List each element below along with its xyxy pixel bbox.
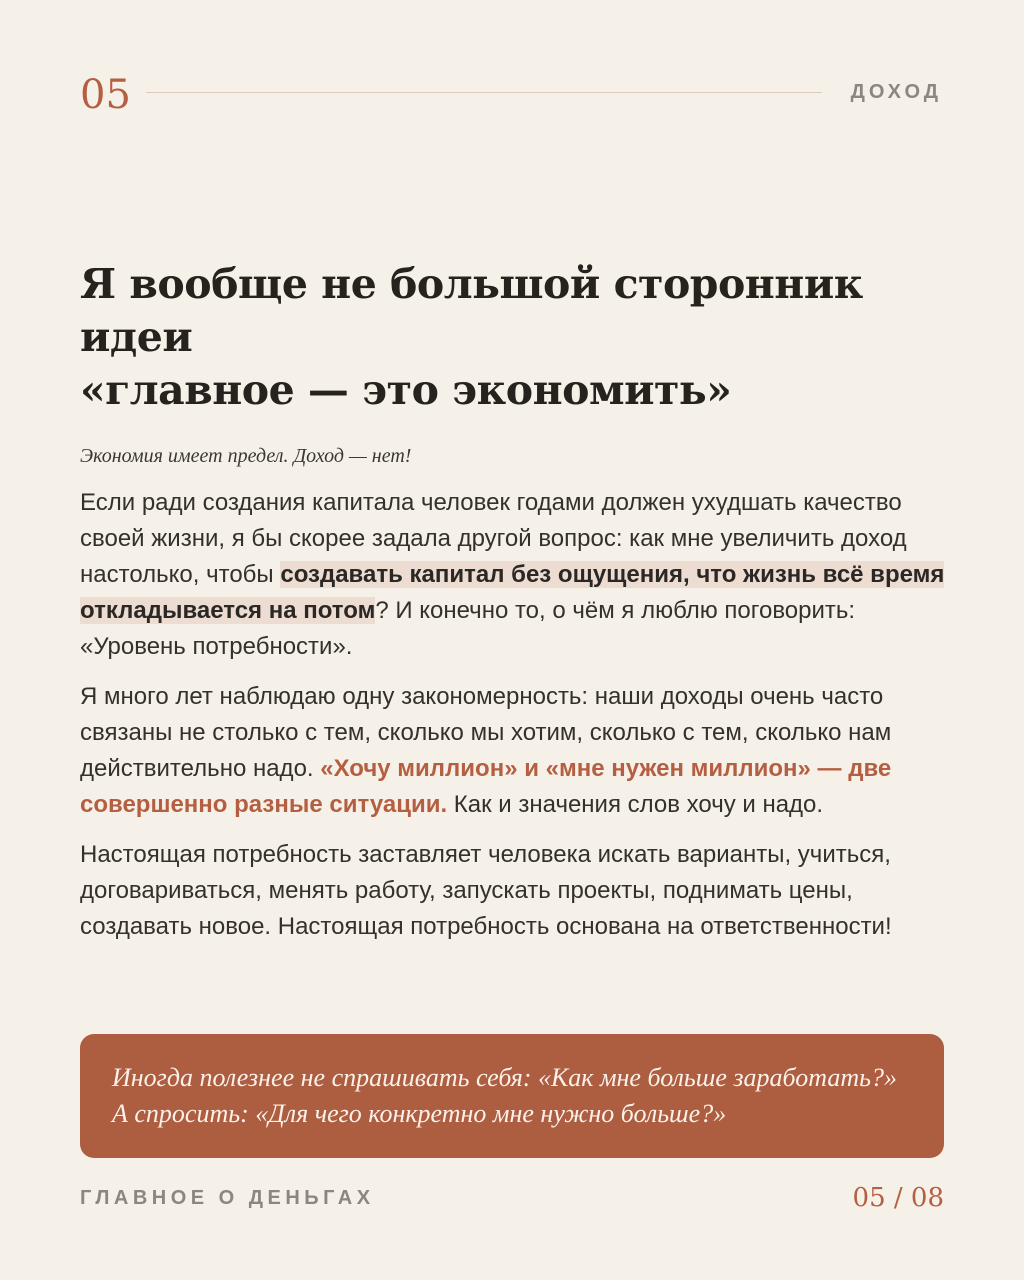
title-line-1: Я вообще не большой сторонник идеи [80, 260, 863, 361]
paragraph-2-accent: «Хочу миллион» и «мне нужен миллион» — две совершенно разные ситуации. [80, 755, 892, 818]
page-header [80, 70, 944, 120]
footer-pagination: 05 / 08 [852, 1183, 944, 1213]
quote-text: Иногда полезнее не спрашивать себя: «Как мне больше заработать?» А спросить: «Для чего конкретно мне нужно больше?» [112, 1063, 897, 1128]
subtitle: Экономия имеет предел. Доход — нет! [80, 445, 412, 467]
page-number: 05 [80, 72, 131, 118]
footer-brand: ГЛАВНОЕ О ДЕНЬГАХ [80, 1187, 375, 1209]
paragraph-2-tail: Как и значения слов хочу и надо. [447, 791, 824, 818]
page-title [80, 258, 946, 417]
paragraph-2-text: Я много лет наблюдаю одну закономерность: наши доходы очень часто связаны не столько с тем, сколько мы хотим, сколько с тем, сколько нам действительно надо. [80, 683, 892, 782]
section-label: ДОХОД [850, 81, 942, 103]
quote-box [80, 1034, 944, 1158]
paragraph-1 [80, 485, 946, 665]
paragraph-1-tail: ? И конечно то, о чём я люблю поговорить: «Уровень потребности». [80, 597, 856, 660]
paragraph-3: Настоящая потребность заставляет человека искать варианты, учиться, договариваться, менять работу, запускать проекты, поднимать цены, создавать новое. Настоящая потребность основана на ответственности! [80, 841, 892, 940]
header-divider [146, 92, 822, 93]
paragraph-1-highlight: создавать капитал без ощущения, что жизнь всё время откладывается на потом [80, 561, 945, 624]
title-line-2: «главное — это экономить» [80, 366, 732, 414]
main-content [80, 258, 946, 945]
paragraph-1-text: Если ради создания капитала человек годами должен ухудшать качество своей жизни, я бы скорее задала другой вопрос: как мне увеличить доход настолько, чтобы [80, 489, 907, 588]
paragraph-2 [80, 679, 946, 823]
